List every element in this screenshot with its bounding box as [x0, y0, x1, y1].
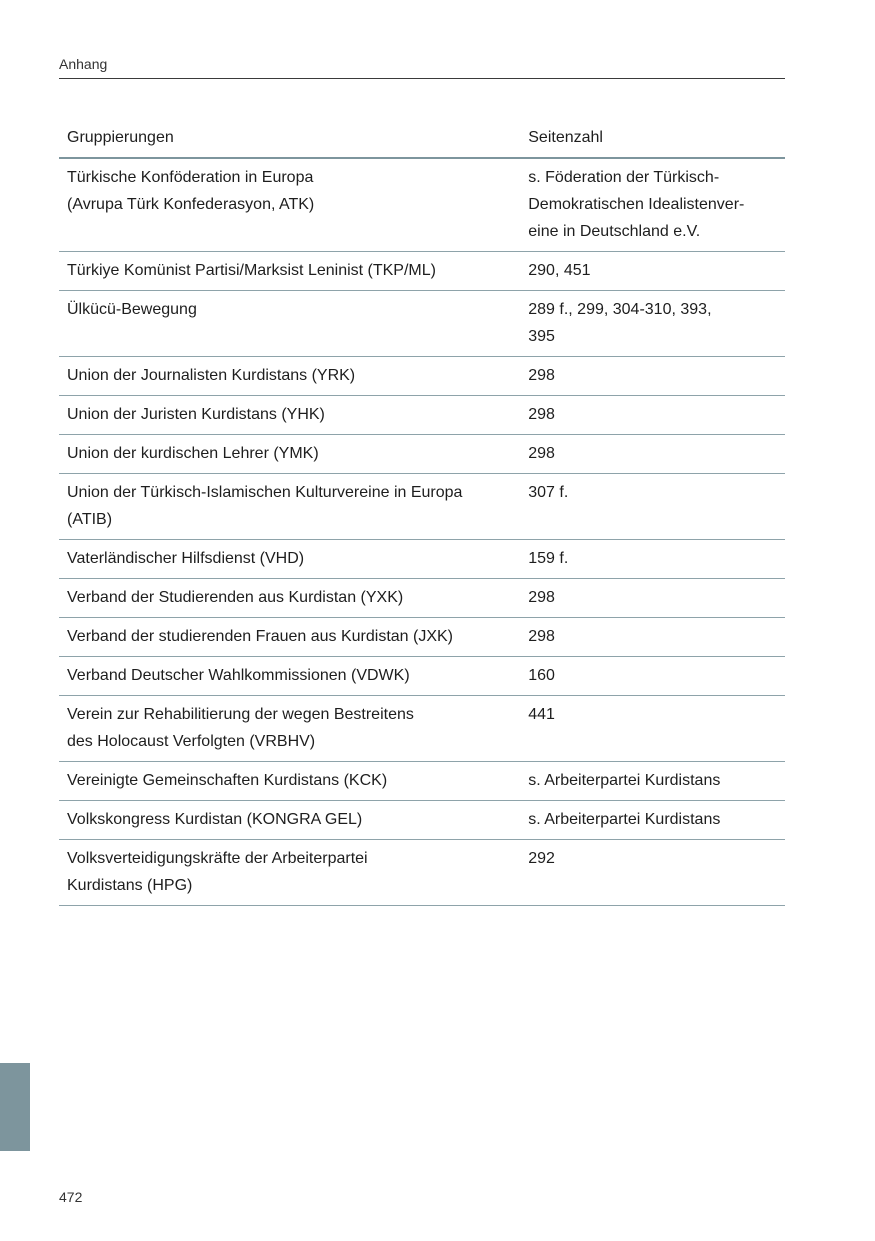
table-row — [59, 540, 785, 579]
group-name-line: Verband der studierenden Frauen aus Kurdistan (JXK) — [67, 628, 454, 645]
page-reference-line: s. Arbeiterpartei Kurdistans — [528, 811, 721, 828]
group-name-line: Verband Deutscher Wahlkommissionen (VDWK) — [67, 667, 410, 684]
group-name-line: Volkskongress Kurdistan (KONGRA GEL) — [67, 811, 363, 828]
table-row — [59, 435, 785, 474]
group-name-cell — [59, 657, 520, 696]
group-name-cell — [59, 762, 520, 801]
page-reference-line: 160 — [528, 667, 555, 684]
group-name-cell — [59, 618, 520, 657]
page-reference-line: 290, 451 — [528, 262, 591, 279]
page-reference-cell — [520, 579, 785, 618]
page-reference-cell — [520, 252, 785, 291]
group-name-cell — [59, 579, 520, 618]
page-reference-cell — [520, 435, 785, 474]
table-row — [59, 801, 785, 840]
group-name-line: Verein zur Rehabilitierung der wegen Bestreitens — [67, 706, 414, 723]
table-row — [59, 579, 785, 618]
page-reference-line: s. Föderation der Türkisch- — [528, 169, 720, 186]
group-name-cell — [59, 435, 520, 474]
page-reference-line: 395 — [528, 328, 555, 345]
running-header-title: Anhang — [59, 56, 108, 72]
group-name-cell — [59, 158, 520, 252]
group-name-line: (ATIB) — [67, 511, 113, 528]
group-name-cell — [59, 396, 520, 435]
group-name-line: Türkische Konföderation in Europa — [67, 169, 314, 186]
group-name-line: Union der kurdischen Lehrer (YMK) — [67, 445, 319, 462]
index-table — [59, 118, 785, 906]
page-reference-cell — [520, 618, 785, 657]
page-reference-line: 441 — [528, 706, 555, 723]
group-name-cell — [59, 357, 520, 396]
table-row — [59, 696, 785, 762]
table-row — [59, 618, 785, 657]
page-reference-line: s. Arbeiterpartei Kurdistans — [528, 772, 721, 789]
group-name-line: Volksverteidigungskräfte der Arbeiterpartei — [67, 850, 368, 867]
page-reference-line: 159 f. — [528, 550, 569, 567]
page-reference-line: 298 — [528, 589, 555, 606]
page-reference-cell — [520, 657, 785, 696]
page-reference-line: 298 — [528, 628, 555, 645]
page-reference-line: 298 — [528, 367, 555, 384]
group-name-line: Union der Journalisten Kurdistans (YRK) — [67, 367, 356, 384]
group-name-line: Ülkücü-Bewegung — [67, 301, 197, 318]
page-reference-cell — [520, 801, 785, 840]
table-row — [59, 396, 785, 435]
table-header-row — [59, 118, 785, 158]
page-reference-line: 298 — [528, 445, 555, 462]
group-name-line: des Holocaust Verfolgten (VRBHV) — [67, 733, 316, 750]
table-row — [59, 657, 785, 696]
group-name-line: Kurdistans (HPG) — [67, 877, 193, 894]
page-reference-line: 289 f., 299, 304-310, 393, — [528, 301, 712, 318]
group-name-line: Union der Türkisch-Islamischen Kulturvereine in Europa — [67, 484, 463, 501]
page-reference-line: 298 — [528, 406, 555, 423]
page-reference-cell — [520, 357, 785, 396]
page-reference-cell — [520, 291, 785, 357]
table-row — [59, 762, 785, 801]
page-reference-cell — [520, 762, 785, 801]
group-name-line: Türkiye Komünist Partisi/Marksist Leninist (TKP/ML) — [67, 262, 436, 279]
page-reference-cell — [520, 396, 785, 435]
page-reference-cell — [520, 840, 785, 906]
running-header — [59, 55, 785, 79]
page-reference-line: eine in Deutschland e.V. — [528, 223, 701, 240]
chapter-side-tab — [0, 1063, 30, 1151]
table-row — [59, 357, 785, 396]
group-name-cell — [59, 474, 520, 540]
page-number: 472 — [59, 1189, 83, 1205]
page-reference-cell — [520, 540, 785, 579]
group-name-line: Union der Juristen Kurdistans (YHK) — [67, 406, 325, 423]
group-name-line: Vereinigte Gemeinschaften Kurdistans (KCK) — [67, 772, 388, 789]
group-name-line: (Avrupa Türk Konfederasyon, ATK) — [67, 196, 315, 213]
table-row — [59, 158, 785, 252]
page-reference-cell — [520, 158, 785, 252]
group-name-cell — [59, 801, 520, 840]
page-reference-line: 292 — [528, 850, 555, 867]
page-reference-line: Demokratischen Idealistenver- — [528, 196, 745, 213]
group-name-line: Verband der Studierenden aus Kurdistan (YXK) — [67, 589, 404, 606]
group-name-cell — [59, 696, 520, 762]
group-name-line: Vaterländischer Hilfsdienst (VHD) — [67, 550, 305, 567]
page-reference-cell — [520, 474, 785, 540]
table-row — [59, 474, 785, 540]
group-name-cell — [59, 540, 520, 579]
group-name-cell — [59, 252, 520, 291]
table-row — [59, 840, 785, 906]
column-header-seitenzahl: Seitenzahl — [520, 118, 785, 158]
table-row — [59, 291, 785, 357]
column-header-gruppierungen: Gruppierungen — [59, 118, 520, 158]
page-reference-cell — [520, 696, 785, 762]
group-name-cell — [59, 291, 520, 357]
page-reference-line: 307 f. — [528, 484, 569, 501]
group-name-cell — [59, 840, 520, 906]
table-row — [59, 252, 785, 291]
table-body — [59, 158, 785, 906]
